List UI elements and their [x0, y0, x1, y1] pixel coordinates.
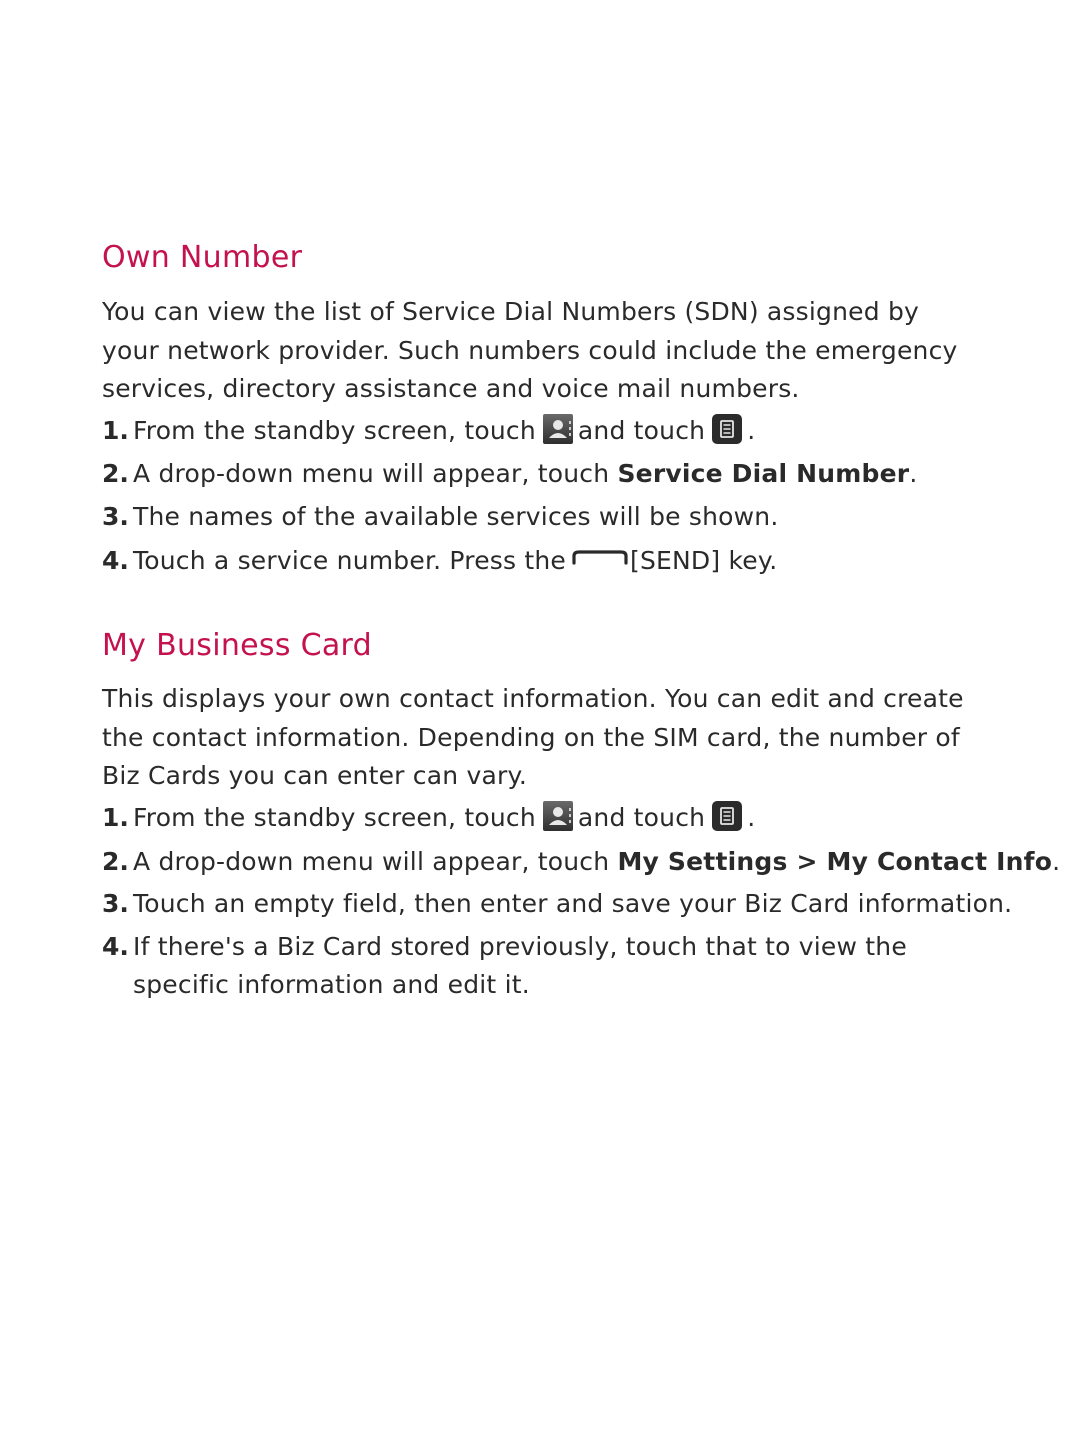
step-text: .: [909, 459, 918, 488]
step-text: [SEND] key.: [630, 546, 778, 575]
step-text: If there's a Biz Card stored previously, touch that to view the specific information and edit it.: [133, 932, 907, 999]
step-text: .: [1052, 847, 1061, 876]
step-text: A drop-down menu will appear, touch: [133, 847, 618, 876]
step-text: A drop-down menu will appear, touch: [133, 459, 618, 488]
step-text: .: [747, 803, 756, 832]
contacts-icon: [542, 413, 574, 445]
step-number: 4.: [102, 932, 129, 961]
step-number: 2.: [102, 459, 129, 488]
contacts-icon: [542, 800, 574, 832]
menu-icon: [711, 800, 743, 832]
menu-path-my-contact-info: My Settings > My Contact Info: [617, 847, 1053, 876]
step-number: 1.: [102, 803, 129, 832]
own-number-heading: Own Number: [102, 240, 303, 275]
step-text: Touch a service number. Press the: [133, 546, 567, 575]
step-number: 1.: [102, 416, 129, 445]
step-text: The names of the available services will be shown.: [133, 502, 779, 531]
step-number: 2.: [102, 847, 129, 876]
send-key-icon: [572, 547, 628, 567]
step-text: and touch: [577, 803, 706, 832]
menu-option-service-dial-number: Service Dial Number: [617, 459, 910, 488]
step-text: Touch an empty field, then enter and save your Biz Card information.: [133, 889, 1013, 918]
step-text: and touch: [577, 416, 706, 445]
step-number: 4.: [102, 546, 129, 575]
my-business-card-intro: This displays your own contact information. You can edit and create the contact information. Depending on the SIM card, the number of Biz Cards you can enter can vary.: [102, 684, 964, 790]
step-text: .: [747, 416, 756, 445]
step-number: 3.: [102, 889, 129, 918]
step-number: 3.: [102, 502, 129, 531]
my-business-card-heading: My Business Card: [102, 628, 372, 663]
step-text: From the standby screen, touch: [133, 803, 536, 832]
own-number-intro: You can view the list of Service Dial Numbers (SDN) assigned by your network provider. Such numbers could include the emergency services, directory assistance and voice mail numbers.: [102, 297, 958, 403]
step-text: From the standby screen, touch: [133, 416, 536, 445]
menu-icon: [711, 413, 743, 445]
